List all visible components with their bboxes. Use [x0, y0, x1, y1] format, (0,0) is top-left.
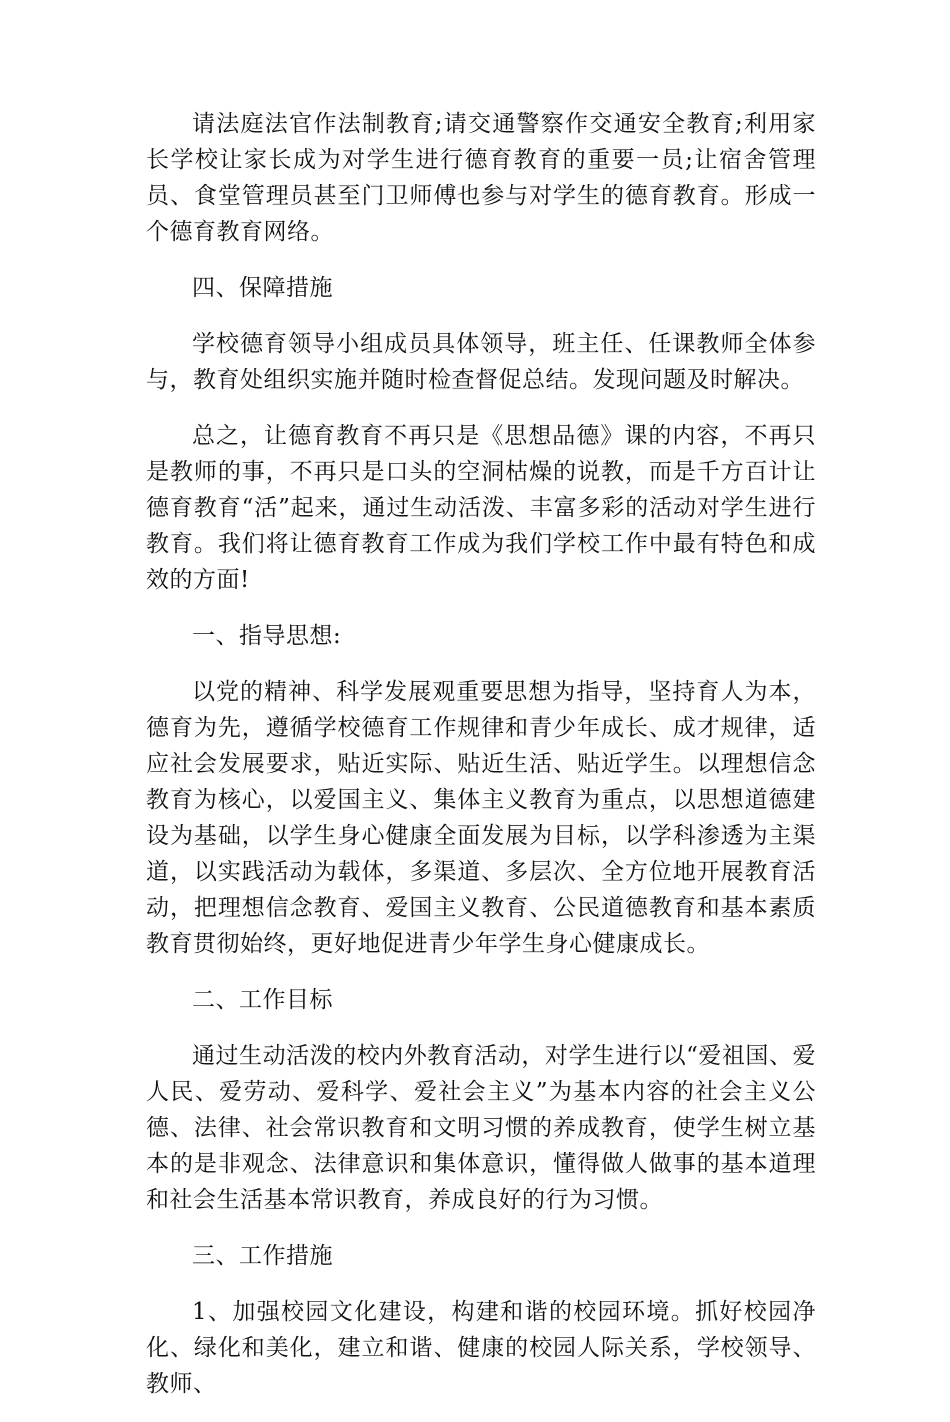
paragraph-summary: 总之，让德育教育不再只是《思想品德》课的内容，不再只是教师的事，不再只是口头的空洞枯燥的说教，而是千方百计让德育教育“活”起来，通过生动活泼、丰富多彩的活动对学生进行教育。我们将让德育教育工作成为我们学校工作中最有特色和成效的方面!	[146, 423, 816, 593]
paragraph-education-network: 请法庭法官作法制教育;请交通警察作交通安全教育;利用家长学校让家长成为对学生进行德育教育的重要一员;让宿舍管理员、食堂管理员甚至门卫师傅也参与对学生的德育教育。形成一个德育教育网络。	[146, 111, 816, 245]
paragraph-guiding-ideology: 以党的精神、科学发展观重要思想为指导，坚持育人为本，德育为先，遵循学校德育工作规律和青少年成长、成才规律，适应社会发展要求，贴近实际、贴近生活、贴近学生。以理想信念教育为核心，以爱国主义、集体主义教育为重点，以思想道德建设为基础，以学生身心健康全面发展为目标，以学科渗透为主渠道，以实践活动为载体，多渠道、多层次、全方位地开展教育活动，把理想信念教育、爱国主义教育、公民道德教育和基本素质教育贯彻始终，更好地促进青少年学生身心健康成长。	[146, 679, 816, 957]
section-heading-guiding-ideology: 一、指导思想:	[192, 623, 342, 649]
section-heading-work-measures: 三、工作措施	[192, 1243, 333, 1269]
document-body	[146, 106, 816, 1422]
paragraph-safeguards: 学校德育领导小组成员具体领导，班主任、任课教师全体参与，教育处组织实施并随时检查督促总结。发现问题及时解决。	[146, 331, 816, 393]
section-heading-safeguards: 四、保障措施	[192, 275, 333, 301]
paragraph-work-goals: 通过生动活泼的校内外教育活动，对学生进行以“爱祖国、爱人民、爱劳动、爱科学、爱社会主义”为基本内容的社会主义公德、法律、社会常识教育和文明习惯的养成教育，使学生树立基本的是非观念、法律意识和集体意识，懂得做人做事的基本道理和社会生活基本常识教育，养成良好的行为习惯。	[146, 1043, 816, 1213]
paragraph-work-measures-1: 1、加强校园文化建设，构建和谐的校园环境。抓好校园净化、绿化和美化，建立和谐、健康的校园人际关系，学校领导、教师、	[146, 1299, 816, 1397]
section-heading-work-goals: 二、工作目标	[192, 987, 333, 1013]
